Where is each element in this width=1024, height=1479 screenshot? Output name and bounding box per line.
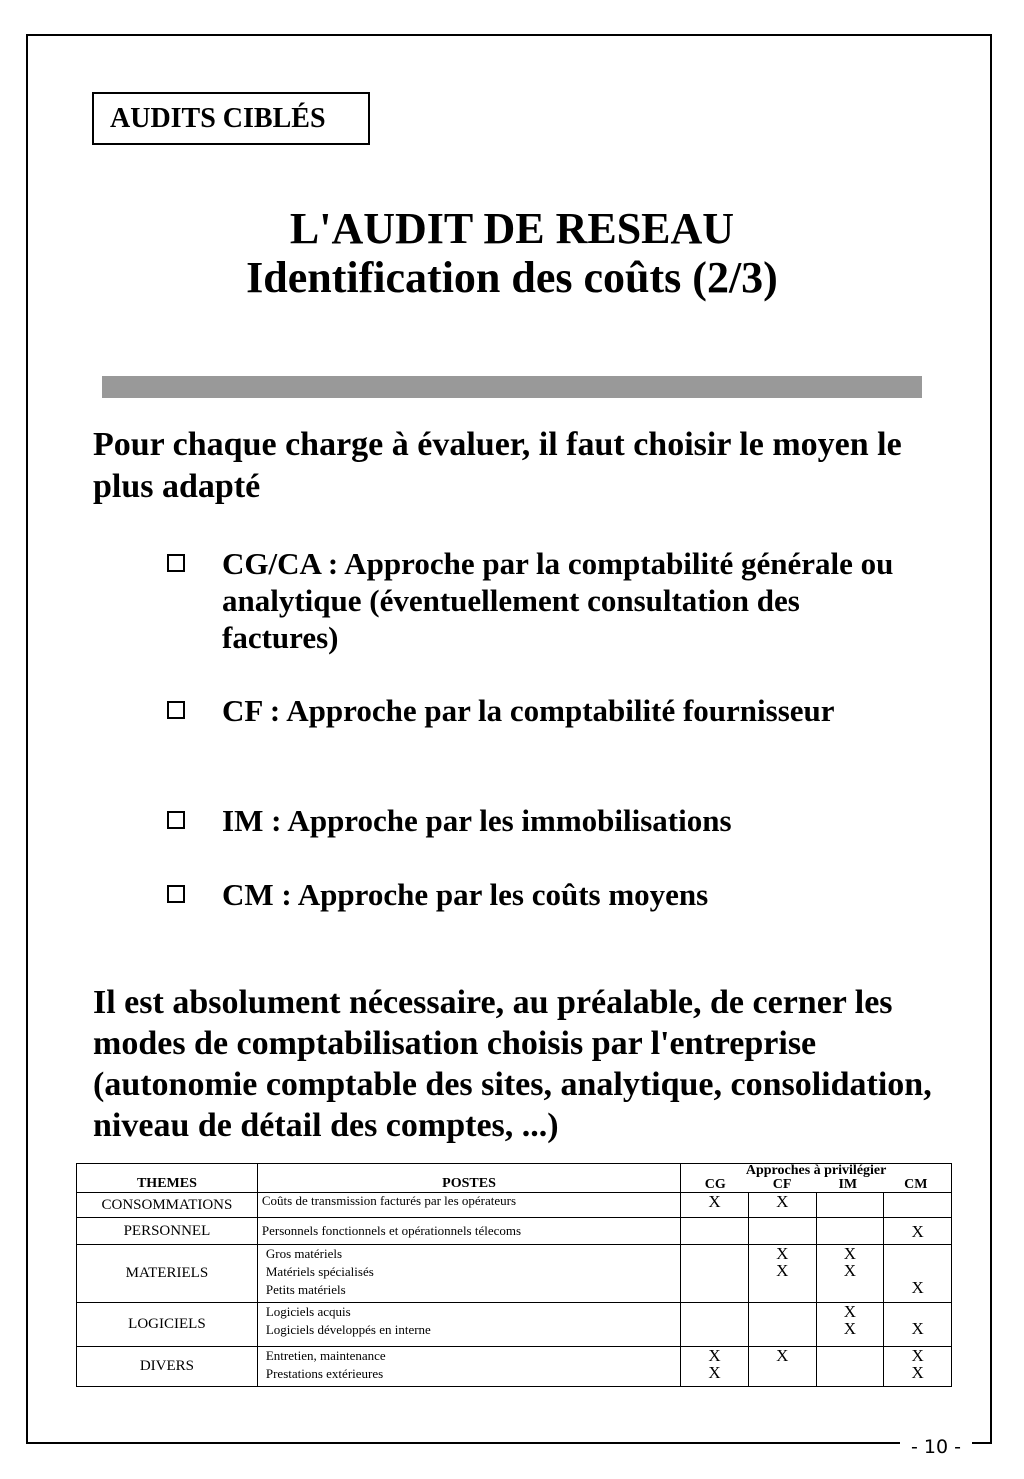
page-title: L'AUDIT DE RESEAU (289, 204, 735, 253)
theme-cell: LOGICIELS (77, 1303, 258, 1347)
page-number: - 10 - (900, 1436, 972, 1460)
im-cell (816, 1218, 884, 1245)
checkbox-bullet-icon (167, 885, 185, 903)
approach-im: IM : Approche par les immobilisations (222, 803, 732, 838)
approach-cm: CM : Approche par les coûts moyens (222, 877, 709, 912)
postes-cell: Logiciels acquis Logiciels développés en interne (257, 1303, 680, 1347)
cg-cell: X X (681, 1347, 749, 1387)
header-approach-codes (681, 1178, 951, 1192)
table-row (77, 1347, 952, 1387)
checkbox-bullet-icon (167, 554, 185, 572)
header-themes: THEMES (77, 1164, 258, 1193)
theme-cell: CONSOMMATIONS (77, 1193, 258, 1218)
cf-cell (748, 1303, 816, 1347)
postes-cell: Gros matériels Matériels spécialisés Petits matériels (257, 1245, 680, 1303)
approach-cf: CF : Approche par la comptabilité fournisseur (222, 693, 835, 728)
cm-cell: X X (884, 1347, 952, 1387)
header-postes: POSTES (257, 1164, 680, 1193)
postes-cell: Coûts de transmission facturés par les opérateurs (257, 1193, 680, 1218)
im-cell (816, 1193, 884, 1218)
cf-cell: X (748, 1193, 816, 1218)
cm-cell (884, 1193, 952, 1218)
cm-cell: X (884, 1218, 952, 1245)
header-approaches (681, 1164, 952, 1193)
table-row (77, 1193, 952, 1218)
header-approaches-label: Approches à privilégier (745, 1163, 887, 1178)
table-header-row (77, 1164, 952, 1193)
cm-cell: X (884, 1245, 952, 1303)
cm-cell: X (884, 1303, 952, 1347)
cg-cell (681, 1218, 749, 1245)
note-text: Il est absolument nécessaire, au préalable, de cerner les modes de comptabilisation choisis par l'entreprise (autonomie comptable des sites, analytique, consolidation, niveau de détail des comptes, ...) (93, 984, 932, 1144)
header-im: IM (838, 1177, 858, 1192)
section-badge-label: AUDITS CIBLÉS (110, 102, 326, 134)
cg-cell (681, 1303, 749, 1347)
section-badge (92, 92, 370, 145)
im-cell: X X (816, 1303, 884, 1347)
approach-cg: CG/CA : Approche par la comptabilité générale ou analytique (éventuellement consultation des factures) (222, 546, 894, 655)
divider-bar (102, 376, 922, 398)
cf-cell: X (748, 1347, 816, 1387)
im-cell: X X (816, 1245, 884, 1303)
table-row (77, 1303, 952, 1347)
im-cell (816, 1347, 884, 1387)
header-cm: CM (904, 1177, 928, 1192)
header-cg: CG (704, 1177, 726, 1192)
costs-table (76, 1163, 952, 1387)
table-row (77, 1245, 952, 1303)
checkbox-bullet-icon (167, 701, 185, 719)
theme-cell: DIVERS (77, 1347, 258, 1387)
theme-cell: PERSONNEL (77, 1218, 258, 1245)
cf-cell: X X (748, 1245, 816, 1303)
postes-cell: Entretien, maintenance Prestations extérieures (257, 1347, 680, 1387)
theme-cell: MATERIELS (77, 1245, 258, 1303)
cg-cell: X (681, 1193, 749, 1218)
cf-cell (748, 1218, 816, 1245)
intro-text: Pour chaque charge à évaluer, il faut choisir le moyen le plus adapté (93, 426, 902, 505)
header-cf: CF (772, 1177, 792, 1192)
checkbox-bullet-icon (167, 811, 185, 829)
table-row (77, 1218, 952, 1245)
cg-cell (681, 1245, 749, 1303)
postes-cell: Personnels fonctionnels et opérationnels télecoms (257, 1218, 680, 1245)
page-subtitle: Identification des coûts (2/3) (246, 253, 778, 302)
